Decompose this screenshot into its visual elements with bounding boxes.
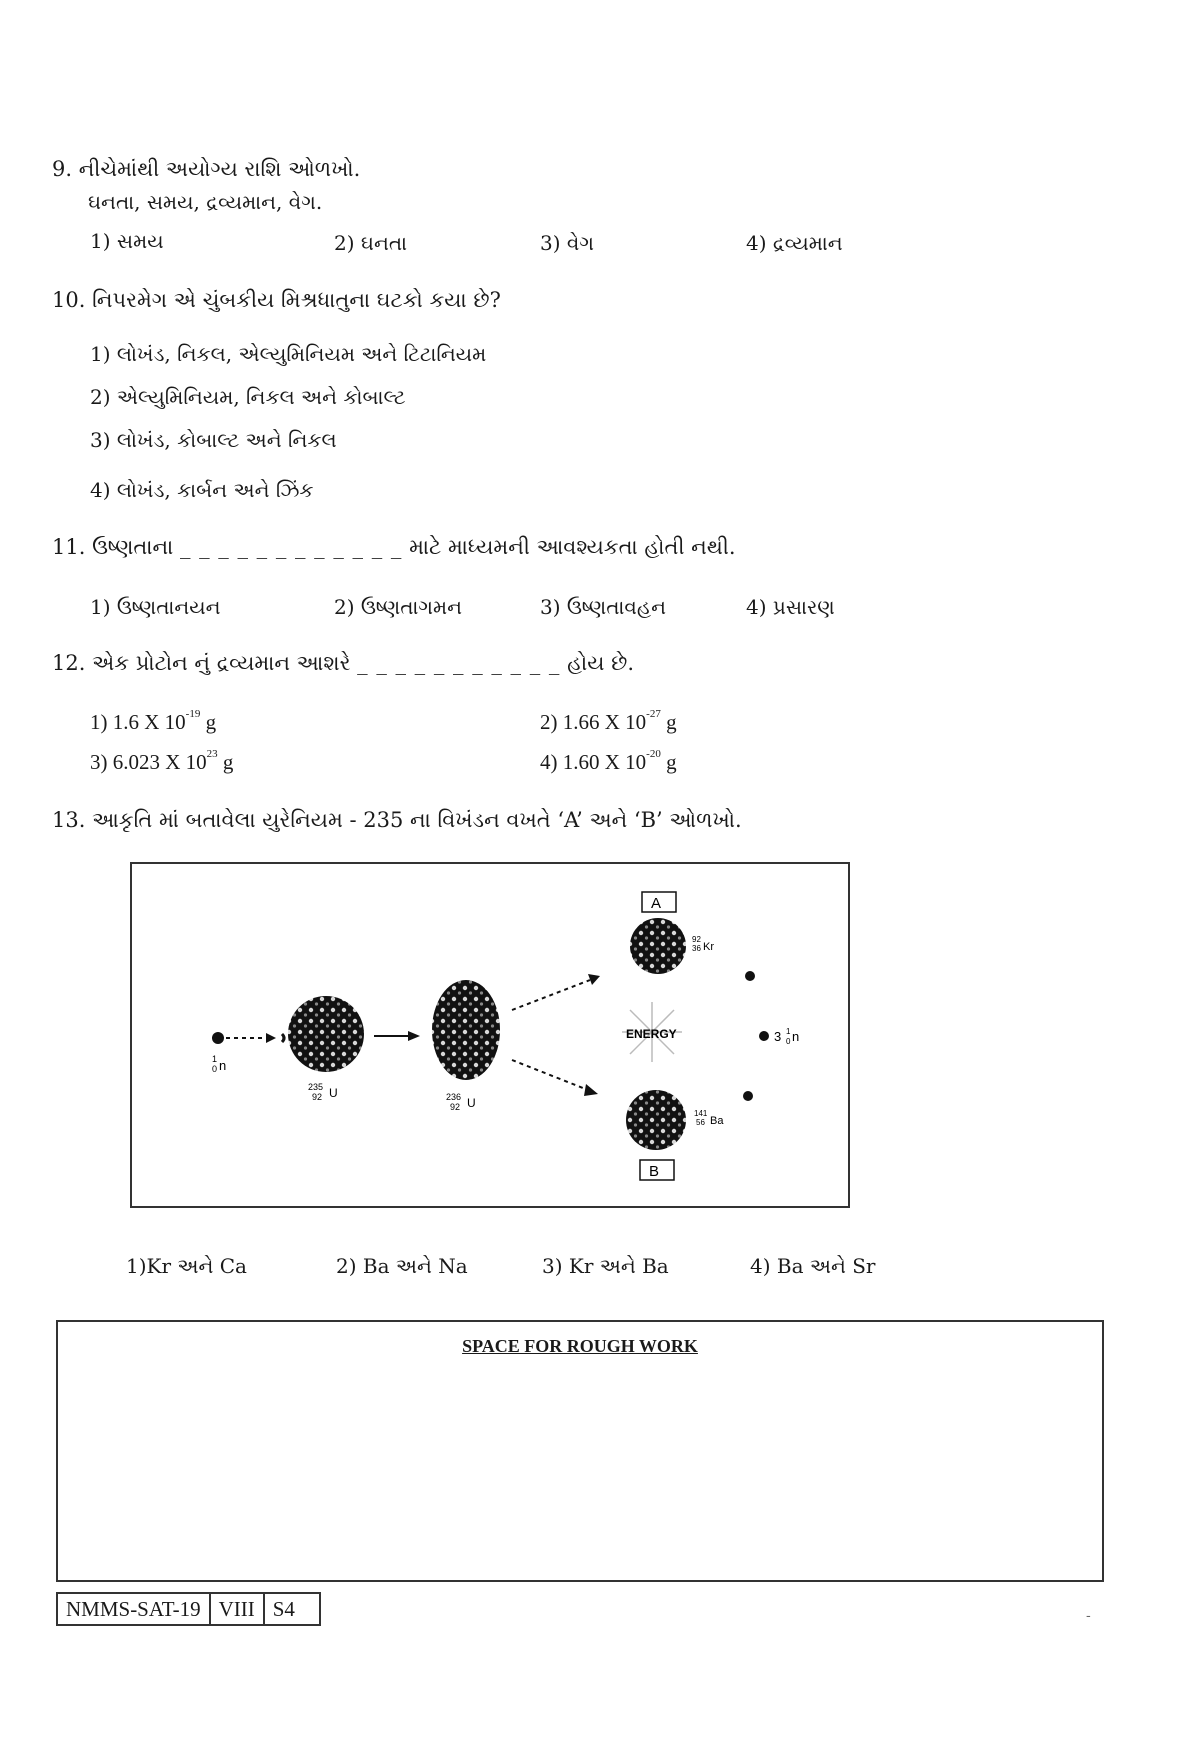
ba-atomic: 56 — [696, 1118, 705, 1127]
q12-suffix: હોય છે. — [567, 651, 635, 675]
neutron-in-mass: 1 — [212, 1054, 218, 1064]
q12-option-3 — [90, 750, 233, 775]
split-arrow-up — [512, 980, 590, 1010]
q13-question: 13. આકૃતિ માં બતાવેલા યુરેનિયમ - 235 ના વિખંડન વખતે ‘A’ અને ‘B’ ઓળખો. — [52, 808, 742, 832]
q13-option-3: 3) Kr અને Ba — [542, 1254, 669, 1278]
ba-mass: 141 — [694, 1109, 708, 1118]
u236-mass: 236 — [446, 1092, 462, 1102]
q12-option-3-unit: g — [217, 750, 234, 774]
q11-prefix: 11. ઉષ્ણતાના — [52, 535, 174, 559]
q12-option-3-exp: 23 — [206, 748, 218, 760]
q12-question — [52, 651, 634, 676]
q12-option-4-base: 4) 1.60 X 10 — [540, 750, 647, 774]
q10-option-4: 4) લોખંડ, કાર્બન અને ઝિંક — [90, 478, 314, 502]
u235-atomic: 92 — [312, 1092, 323, 1102]
rough-work-box — [56, 1320, 1104, 1582]
kr-atomic: 36 — [692, 944, 701, 953]
q12-option-4 — [540, 750, 677, 775]
q9-option-2: 2) ઘનતા — [334, 231, 408, 255]
q11-option-2: 2) ઉષ્ણતાગમન — [334, 595, 463, 619]
kr-mass: 92 — [692, 935, 701, 944]
q11-blank: _ _ _ _ _ _ _ _ _ _ _ _ — [179, 535, 403, 559]
q12-option-3-base: 3) 6.023 X 10 — [90, 750, 207, 774]
q11-option-1: 1) ઉષ્ણતાનયન — [90, 595, 221, 619]
ba-symbol: Ba — [710, 1115, 724, 1127]
footer-standard: VIII — [211, 1594, 265, 1624]
q12-option-4-unit: g — [660, 750, 677, 774]
q9-option-3: 3) વેગ — [540, 231, 594, 255]
u235-nucleus — [288, 996, 364, 1072]
split-arrow-down-head — [584, 1084, 598, 1096]
q13-option-1: 1)Kr અને Ca — [126, 1254, 247, 1278]
u235-mass: 235 — [308, 1082, 324, 1092]
q11-option-3: 3) ઉષ્ણતાવહન — [540, 595, 666, 619]
box-b-label: B — [649, 1163, 660, 1180]
q9-subline: ઘનતા, સમય, દ્રવ્યમાન, વેગ. — [88, 190, 323, 214]
q12-option-2 — [540, 710, 677, 735]
q11-question — [52, 535, 736, 560]
footer-exam-code: NMMS-SAT-19 — [58, 1594, 211, 1624]
arrow-u235-to-u236-head — [408, 1031, 420, 1041]
q9-option-1: 1) સમય — [90, 229, 164, 253]
q12-option-1-unit: g — [200, 710, 217, 734]
rough-work-title: SPACE FOR ROUGH WORK — [462, 1336, 698, 1356]
out-count: 3 — [774, 1029, 782, 1044]
out-symbol: n — [792, 1029, 800, 1044]
q12-option-1-exp: -19 — [185, 708, 201, 720]
released-neutron-1 — [745, 971, 755, 981]
q10-option-3: 3) લોખંડ, કોબાલ્ટ અને નિકલ — [90, 428, 337, 452]
q10-option-1: 1) લોખંડ, નિકલ, એલ્યુમિનિયમ અને ટિટાનિયમ — [90, 342, 487, 366]
out-mass: 1 — [786, 1027, 791, 1036]
q12-option-1 — [90, 710, 216, 735]
q12-option-2-unit: g — [660, 710, 677, 734]
q11-suffix: માટે માધ્યમની આવશ્યકતા હોતી નથી. — [409, 535, 736, 559]
kr-nucleus — [630, 918, 686, 974]
q11-option-4: 4) પ્રસારણ — [746, 595, 835, 619]
footer-code-box — [56, 1592, 321, 1626]
q9-question: 9. નીચેમાંથી અયોગ્ય રાશિ ઓળખો. — [52, 157, 361, 181]
q12-option-2-base: 2) 1.66 X 10 — [540, 710, 647, 734]
q12-blank: _ _ _ _ _ _ _ _ _ _ _ — [357, 651, 561, 675]
released-neutron-2 — [759, 1031, 769, 1041]
released-neutron-3 — [743, 1091, 753, 1101]
energy-label: ENERGY — [626, 1027, 677, 1041]
neutron-hit-mark — [282, 1034, 284, 1042]
q13-option-4: 4) Ba અને Sr — [750, 1254, 876, 1278]
q13-option-2: 2) Ba અને Na — [336, 1254, 468, 1278]
incoming-neutron-dot — [212, 1032, 224, 1044]
q12-option-1-base: 1) 1.6 X 10 — [90, 710, 186, 734]
incoming-arrow-head — [266, 1033, 276, 1043]
box-a-label: A — [651, 895, 662, 912]
q12-option-4-exp: -20 — [646, 748, 661, 760]
ba-nucleus — [626, 1090, 686, 1150]
out-atomic: 0 — [786, 1037, 791, 1046]
split-arrow-down — [512, 1060, 588, 1090]
q12-option-2-exp: -27 — [646, 708, 661, 720]
q10-question: 10. નિપરમેગ એ ચુંબકીય મિશ્રધાતુના ઘટકો કયા છે? — [52, 288, 501, 312]
page-mark: - — [1086, 1608, 1091, 1624]
q9-option-4: 4) દ્રવ્યમાન — [746, 231, 843, 255]
neutron-in-atomic: 0 — [212, 1064, 218, 1074]
fission-diagram — [130, 862, 850, 1208]
q12-prefix: 12. એક પ્રોટોન નું દ્રવ્યમાન આશરે — [52, 651, 351, 675]
u236-atomic: 92 — [450, 1102, 461, 1112]
neutron-in-symbol: n — [219, 1058, 227, 1073]
u235-symbol: U — [329, 1086, 338, 1100]
footer-set: S4 — [272, 1597, 295, 1621]
u236-symbol: U — [467, 1096, 476, 1110]
q10-option-2: 2) એલ્યુમિનિયમ, નિકલ અને કોબાલ્ટ — [90, 385, 406, 409]
fission-diagram-svg — [132, 864, 848, 1206]
u236-nucleus — [432, 980, 500, 1080]
kr-symbol: Kr — [703, 941, 714, 953]
